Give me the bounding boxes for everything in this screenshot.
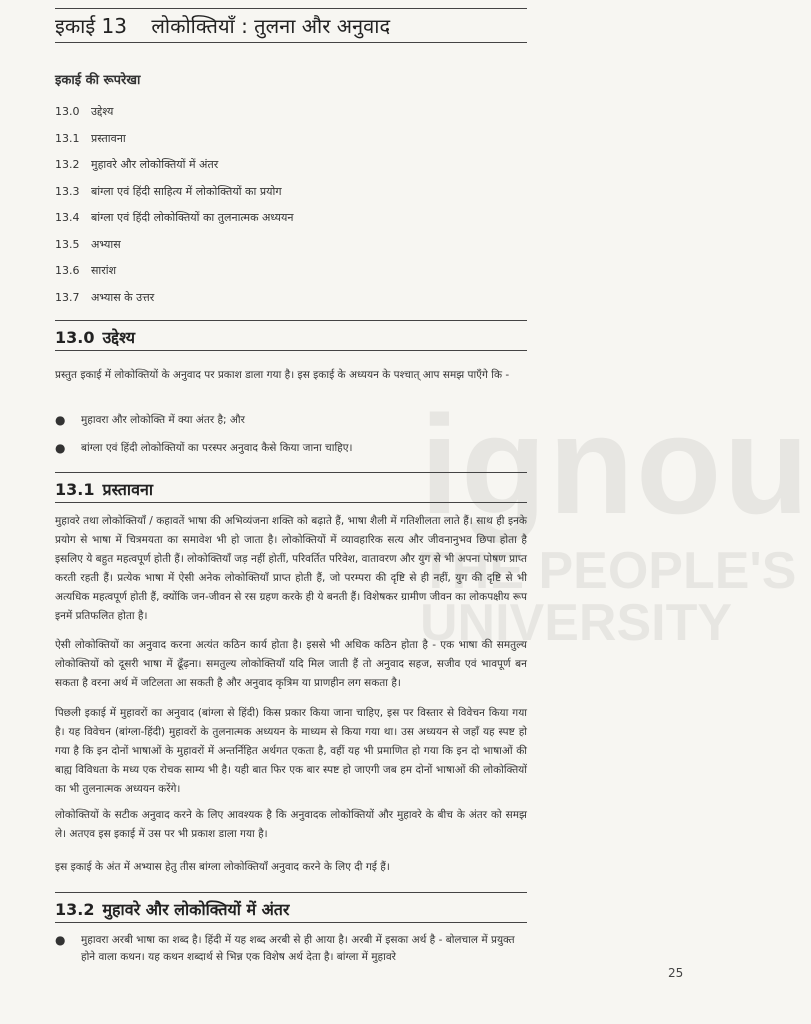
- paragraph: ऐसी लोकोक्तियों का अनुवाद करना अत्यंत कठिन कार्य होता है। इससे भी अधिक कठिन होता है - एक भाषा की समतुल्य लोकोक्तियों को दूसरी भाषा में ढूँढ़ना। समतुल्य लोकोक्तियाँ यदि मिल जाती हैं तो अनुवाद सहज, सजीव एवं भावपूर्ण बन सकता है वरना अर्थ में जटिलता आ सकती है और अनुवाद कृत्रिम या प्राणहीन लग सकता है।: [55, 639, 527, 689]
- page-number: 25: [668, 966, 684, 980]
- outline-item[interactable]: 13.1 प्रस्तावना: [55, 131, 126, 145]
- outline-item[interactable]: 13.4 बांग्ला एवं हिंदी लोकोक्तियों का तुलनात्मक अध्ययन: [55, 211, 294, 224]
- bullet-item: ● बांग्ला एवं हिंदी लोकोक्तियों का परस्पर अनुवाद कैसे किया जाना चाहिए।: [55, 441, 353, 455]
- outline-item[interactable]: 13.7 अभ्यास के उत्तर: [55, 290, 155, 304]
- bullet-item: ● मुहावरा और लोकोक्ति में क्या अंतर है; और: [55, 413, 245, 427]
- unit-label: इकाई 13: [55, 14, 127, 38]
- outline-item[interactable]: 13.0 उद्देश्य: [55, 105, 114, 118]
- outline-item[interactable]: 13.6 सारांश: [55, 264, 117, 277]
- section-rule: [55, 892, 527, 893]
- paragraph: पिछली इकाई में मुहावरों का अनुवाद (बांग्ला से हिंदी) किस प्रकार किया जाना चाहिए, इस पर विस्तार से विवेचन किया गया है। यह विवेचन (बांग्ला-हिंदी) मुहावरों के तुलनात्मक अध्ययन के माध्यम से किया गया था। उस अध्ययन से जहाँ यह स्पष्ट हो गया है कि इन दोनों भाषाओं के मुहावरों में अन्तर्निहित अर्थगत एकता है, वहीं यह भी प्रमाणित हो गया कि इन दो भाषाओं की बाह्य विविधता के मध्य एक रोचक साम्य भी है। यही बात फिर एक बार स्पष्ट हो जाएगी जब हम दोनों भाषाओं की लोकोक्तियों का भी तुलनात्मक अध्ययन करेंगे।: [55, 707, 527, 795]
- bullet-dot-icon: ●: [55, 441, 66, 455]
- objective-intro: प्रस्तुत इकाई में लोकोक्तियों के अनुवाद पर प्रकाश डाला गया है। इस इकाई के अध्ययन के पश्चात् आप समझ पाएँगे कि -: [55, 369, 510, 381]
- section-rule: [55, 502, 527, 503]
- top-rule: [55, 8, 527, 9]
- outline-list: [55, 104, 293, 316]
- bullet-item: ● मुहावरा अरबी भाषा का शब्द है। हिंदी में यह शब्द अरबी से ही आया है। अरबी में इसका अर्थ है - बोलचाल में प्रयुक्त होने वाला कथन। यह कथन शब्दार्थ से भिन्न एक विशेष अर्थ देता है। बांग्ला में मुहावरे: [55, 933, 515, 963]
- unit-title-rule: [55, 42, 527, 43]
- watermark-subtext: THE PEOPLE'S UNIVERSITY: [420, 542, 797, 652]
- unit-title-text: लोकोक्तियाँ : तुलना और अनुवाद: [151, 14, 391, 38]
- outline-heading: इकाई की रूपरेखा: [55, 73, 141, 88]
- section-heading-13-0: 13.0 उद्देश्य: [55, 328, 136, 347]
- section-heading-13-1: 13.1 प्रस्तावना: [55, 480, 153, 499]
- outline-item[interactable]: 13.5 अभ्यास: [55, 237, 121, 251]
- outline-item[interactable]: 13.3 बांग्ला एवं हिंदी साहित्य में लोकोक्तियों का प्रयोग: [55, 184, 282, 198]
- paragraph: लोकोक्तियों के सटीक अनुवाद करने के लिए आवश्यक है कि अनुवादक लोकोक्तियों और मुहावरे के बीच के अंतर को समझ ले। अतएव इस इकाई में उस पर भी प्रकाश डाला गया है।: [55, 809, 527, 840]
- paragraph: इस इकाई के अंत में अभ्यास हेतु तीस बांग्ला लोकोक्तियाँ अनुवाद करने के लिए दी गई हैं।: [55, 861, 390, 873]
- outline-item[interactable]: 13.2 मुहावरे और लोकोक्तियों में अंतर: [55, 158, 219, 171]
- bullet-dot-icon: ●: [55, 413, 66, 427]
- watermark-logo-text: ignou: [420, 386, 811, 543]
- section-rule: [55, 350, 527, 351]
- unit-title: [55, 12, 527, 39]
- paragraph: मुहावरे तथा लोकोक्तियाँ / कहावतें भाषा की अभिव्यंजना शक्ति को बढ़ाते हैं, भाषा शैली में गतिशीलता लाते हैं। साथ ही इनके प्रयोग से भाषा में चित्रमयता का समावेश भी हो जाता है। लोकोक्तियों में व्यावहारिक सत्य और जीवनानुभव छिपा होता है इसलिए ये बहुत महत्वपूर्ण होती हैं। लोकोक्तियाँ जड़ नहीं होतीं, परिवर्तित परिवेश, वातावरण और युग से भी अपना पोषण प्राप्त करती रहती हैं। प्रत्येक भाषा में ऐसी अनेक लोकोक्तियाँ प्राप्त होती हैं, जो परम्परा की दृष्टि से ही नहीं, युग की दृष्टि से भी अत्यधिक महत्वपूर्ण होती हैं, क्योंकि जन-जीवन से रस ग्रहण करके ही ये बनती हैं। विशेषकर ग्रामीण जीवन का लोकपक्षीय रूप इनमें प्रतिफलित होता है।: [55, 515, 527, 622]
- section-rule: [55, 320, 527, 321]
- section-rule: [55, 922, 527, 923]
- section-heading-13-2: 13.2 मुहावरे और लोकोक्तियों में अंतर: [55, 900, 290, 919]
- section-rule: [55, 472, 527, 473]
- bullet-dot-icon: ●: [55, 933, 66, 947]
